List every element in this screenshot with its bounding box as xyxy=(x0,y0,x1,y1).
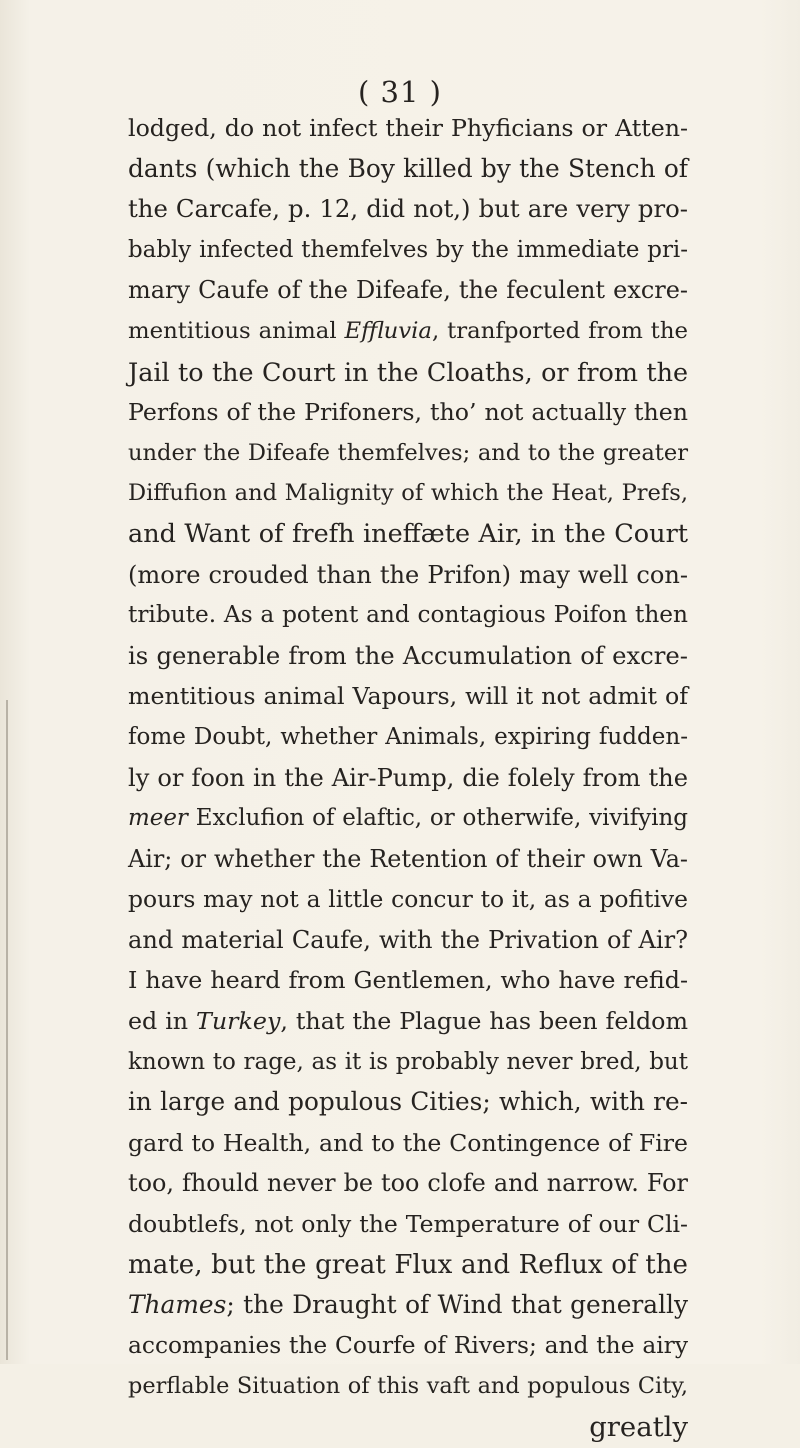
text-line xyxy=(128,149,688,190)
text-segment: gard to Health, and to the Contingence of Fire xyxy=(128,1128,688,1157)
italic-text: Thames xyxy=(128,1290,227,1320)
text-segment: greatly xyxy=(589,1411,688,1443)
text-line xyxy=(128,473,688,514)
text-line xyxy=(128,676,688,717)
text-line xyxy=(128,352,688,393)
text-segment: known to rage, as it is probably never bred, but xyxy=(128,1048,688,1075)
text-segment: Jail to the Court in the Cloaths, or from the xyxy=(128,356,688,387)
text-segment: mentitious animal xyxy=(128,317,345,344)
text-segment: fome Doubt, whether Animals, expiring fudden- xyxy=(128,723,688,750)
text-segment: lodged, do not infect their Phyficians or Atten- xyxy=(128,114,688,142)
text-line xyxy=(128,758,688,799)
text-line xyxy=(128,311,688,352)
text-segment: perflable Situation of this vaft and populous City, xyxy=(128,1373,688,1400)
text-segment: and Want of frefh ineffæte Air, in the Court xyxy=(128,518,688,549)
text-line xyxy=(128,920,688,961)
text-segment: , that the Plague has been feldom xyxy=(280,1007,689,1036)
text-line xyxy=(128,1326,688,1367)
text-segment: I have heard from Gentlemen, who have refid- xyxy=(128,966,688,995)
text-line xyxy=(128,1285,688,1326)
text-line xyxy=(128,1001,688,1042)
text-line xyxy=(128,717,688,758)
text-segment: in large and populous Cities; which, with re- xyxy=(128,1087,688,1117)
italic-text: meer xyxy=(128,805,188,832)
text-segment: tribute. As a potent and contagious Poifon then xyxy=(128,601,688,629)
text-line xyxy=(128,960,688,1001)
text-segment: ; the Draught of Wind that generally xyxy=(226,1290,688,1320)
text-segment: too, fhould never be too clofe and narrow. For xyxy=(128,1169,688,1198)
text-segment: accompanies the Courfe of Rivers; and the airy xyxy=(128,1331,688,1359)
text-segment: pours may not a little concur to it, as a pofitive xyxy=(128,885,688,914)
binding-edge xyxy=(6,700,8,1360)
text-segment: bably infected themfelves by the immediate pri- xyxy=(128,236,688,263)
text-segment: under the Difeafe themfelves; and to the greater xyxy=(128,439,688,466)
text-line xyxy=(128,1042,688,1083)
text-line xyxy=(128,1204,688,1245)
text-line xyxy=(128,392,688,433)
text-line xyxy=(128,433,688,474)
text-line xyxy=(128,879,688,920)
text-line xyxy=(128,230,688,271)
body-text xyxy=(128,108,688,1448)
text-segment: is generable from the Accumulation of excre- xyxy=(128,640,688,670)
text-segment: Exclufion of elaftic, or otherwife, vivifying xyxy=(187,805,688,832)
text-segment: mary Caufe of the Difeafe, the feculent excre- xyxy=(128,276,688,305)
text-line xyxy=(128,1163,688,1204)
italic-text: Turkey xyxy=(196,1007,281,1036)
text-line xyxy=(128,1245,688,1286)
text-segment: dants (which the Boy killed by the Stench of xyxy=(128,153,688,183)
text-line xyxy=(128,839,688,880)
text-line xyxy=(128,555,688,596)
text-segment: Diffufion and Malignity of which the Heat, Prefs, xyxy=(128,480,688,507)
text-line xyxy=(128,514,688,555)
text-segment: Perfons of the Prifoners, tho’ not actually then xyxy=(128,398,688,427)
text-segment: the Carcafe, p. 12, did not,) but are very pro- xyxy=(128,194,688,224)
text-segment: Air; or whether the Retention of their own Va- xyxy=(128,844,688,873)
text-segment: ly or foon in the Air-Pump, die folely from the xyxy=(128,763,688,792)
text-segment: , tranfported from the xyxy=(432,317,688,344)
text-line xyxy=(128,108,688,149)
text-segment: and material Caufe, with the Privation of Air? xyxy=(128,925,688,954)
text-line xyxy=(128,595,688,636)
text-line xyxy=(128,1082,688,1123)
italic-text: Effluvia xyxy=(344,317,432,344)
page-number: ( 31 ) xyxy=(358,75,442,109)
text-segment: mentitious animal Vapours, will it not admit of xyxy=(128,682,688,711)
text-line xyxy=(128,189,688,230)
text-segment: doubtlefs, not only the Temperature of our Cli- xyxy=(128,1210,688,1239)
text-line xyxy=(128,1123,688,1164)
text-segment: ed in xyxy=(128,1007,197,1036)
text-line xyxy=(128,636,688,677)
text-segment: mate, but the great Flux and Reflux of the xyxy=(128,1249,688,1280)
text-line xyxy=(128,1366,688,1407)
text-line xyxy=(128,798,688,839)
text-line xyxy=(128,1407,688,1448)
text-segment: (more crouded than the Prifon) may well con- xyxy=(128,560,688,589)
text-line xyxy=(128,270,688,311)
